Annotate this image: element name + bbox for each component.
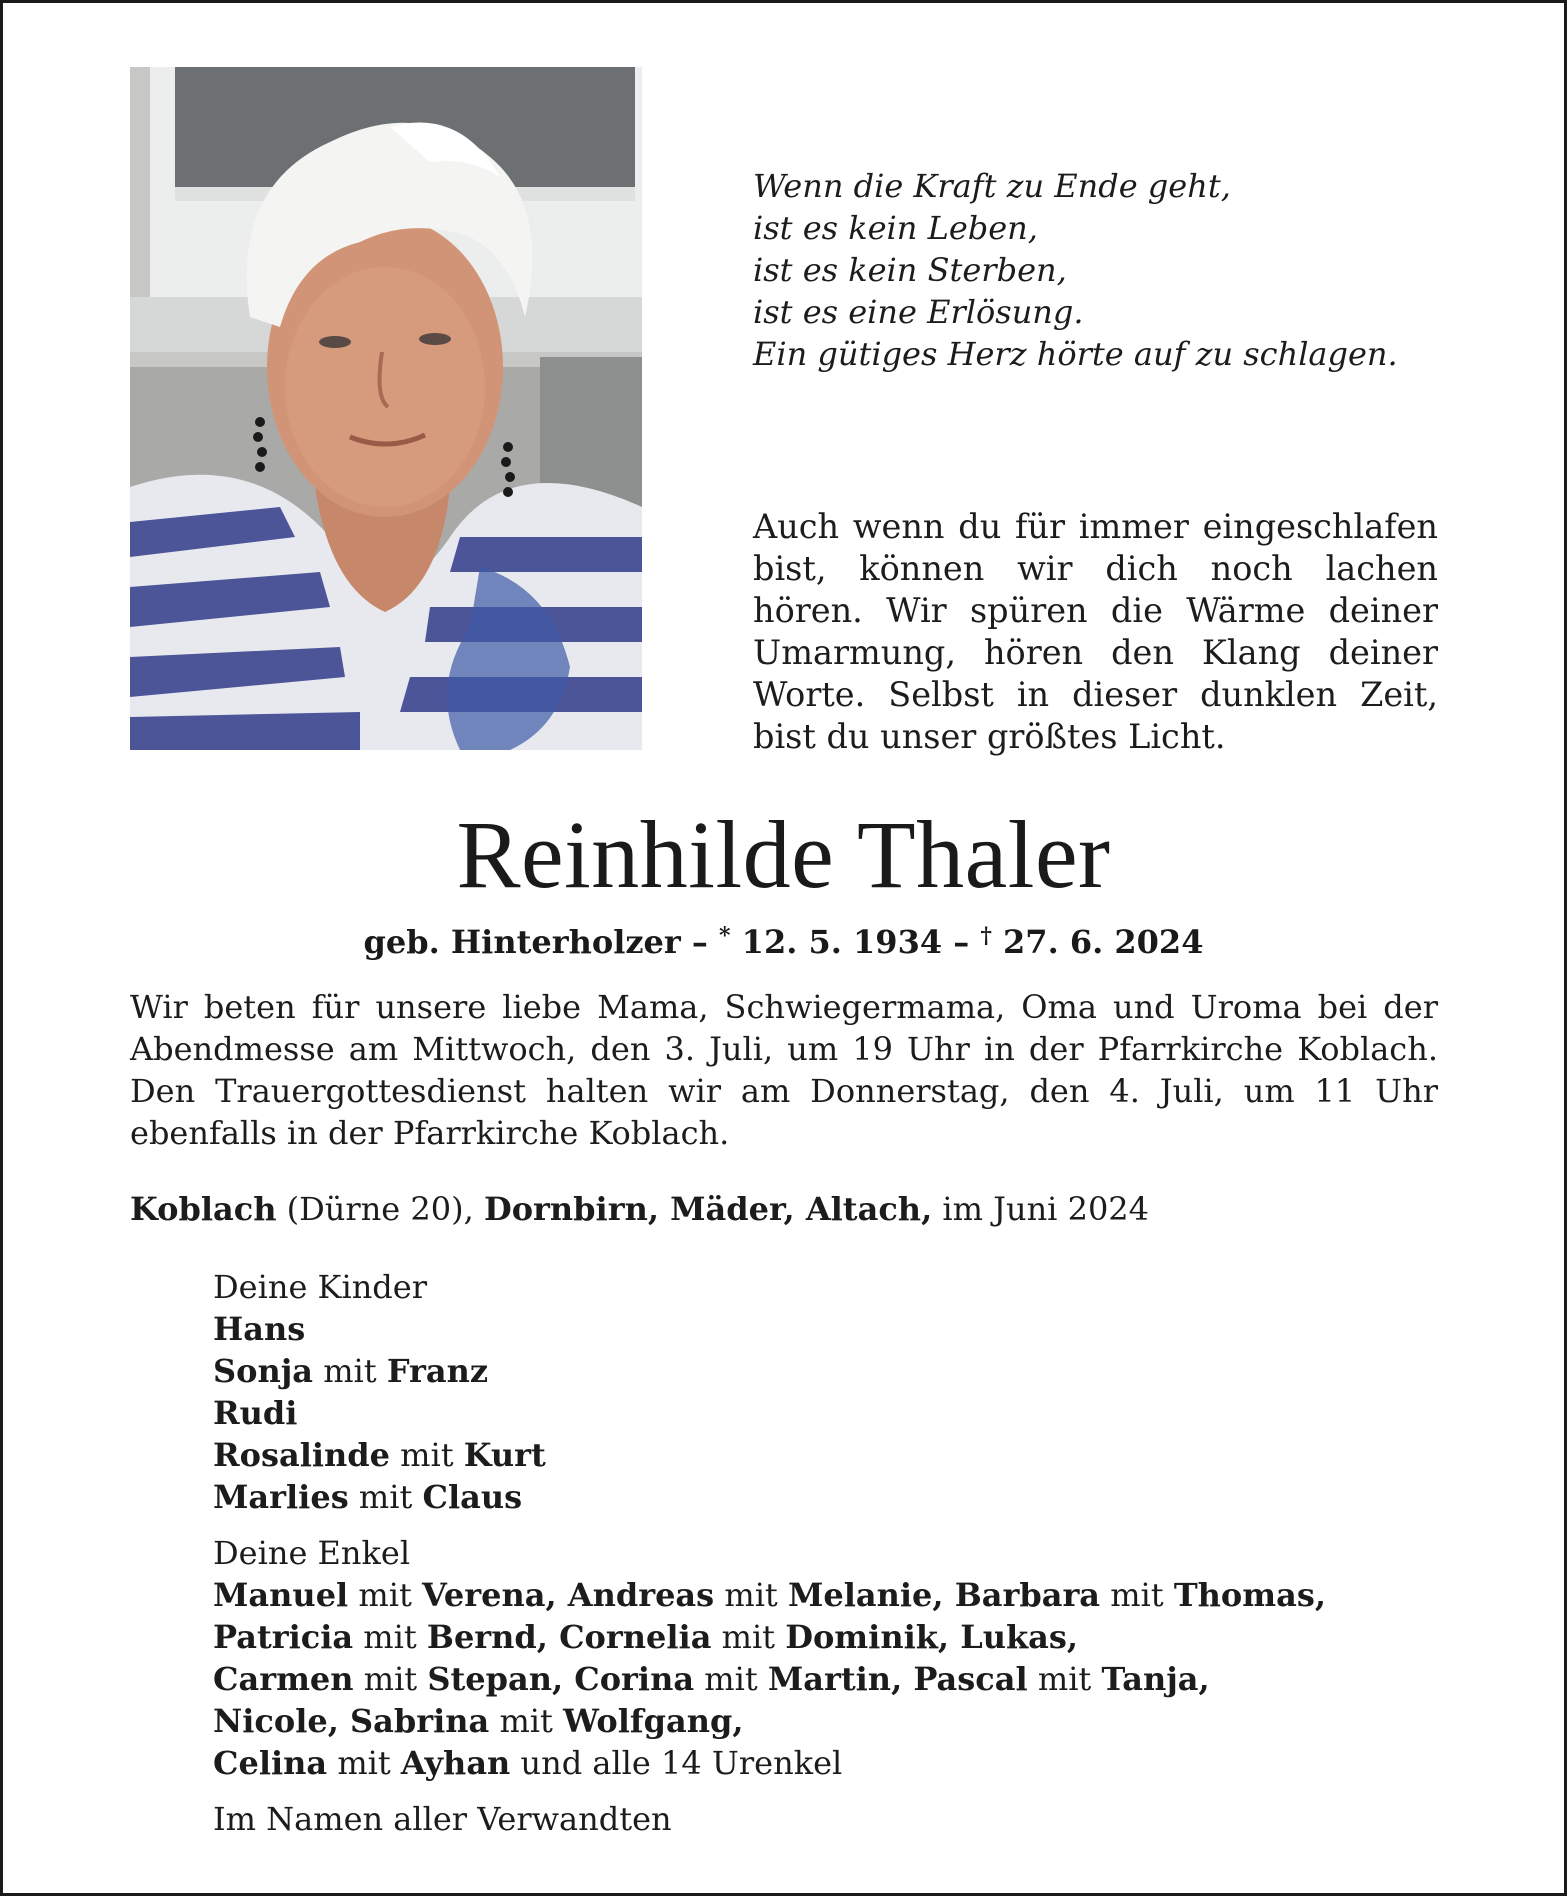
connector-text: mit	[1027, 1660, 1102, 1698]
children-line	[213, 1350, 1453, 1392]
connector-text: mit	[353, 1660, 428, 1698]
connector-text: mit	[711, 1618, 786, 1656]
death-symbol: †	[980, 923, 992, 949]
person-name: Rosalinde	[213, 1436, 390, 1474]
poem-line: Wenn die Kraft zu Ende geht,	[753, 167, 1231, 205]
poem-line: ist es kein Sterben,	[753, 251, 1067, 289]
place-town: Koblach	[130, 1190, 277, 1228]
dash: –	[691, 923, 708, 961]
children-group	[213, 1266, 1453, 1518]
children-lines	[213, 1308, 1453, 1518]
connector-text: mit	[353, 1618, 427, 1656]
person-name: Celina	[213, 1744, 328, 1782]
grandchildren-line	[213, 1574, 1453, 1616]
place-and-date	[130, 1188, 1438, 1230]
poem-line: Ein gütiges Herz hörte auf zu schlagen.	[753, 335, 1398, 373]
person-name: Verena, Andreas	[421, 1576, 715, 1614]
children-line	[213, 1476, 1453, 1518]
person-name: Rudi	[213, 1394, 298, 1432]
connector-text: mit	[489, 1702, 564, 1740]
person-name: Kurt	[463, 1436, 546, 1474]
person-name: Stepan, Corina	[427, 1660, 695, 1698]
connector-text: mit	[313, 1352, 387, 1390]
person-name: Sonja	[213, 1352, 314, 1390]
connector-text: mit	[348, 1478, 423, 1516]
life-dates	[0, 915, 1567, 963]
person-name: Patricia	[213, 1618, 354, 1656]
person-name: Martin, Pascal	[767, 1660, 1028, 1698]
place-date: im Juni 2024	[932, 1190, 1150, 1228]
portrait-photo	[130, 67, 642, 750]
person-name: Dominik, Lukas,	[785, 1618, 1079, 1656]
death-date: 27. 6. 2024	[1003, 923, 1204, 961]
person-name: Nicole, Sabrina	[213, 1702, 490, 1740]
person-name: Marlies	[213, 1478, 349, 1516]
portrait-illustration	[130, 67, 642, 750]
connector-text: mit	[714, 1576, 788, 1614]
deceased-name: Reinhilde Thaler	[456, 801, 1111, 908]
children-line	[213, 1392, 1453, 1434]
grandchildren-line	[213, 1742, 1453, 1784]
person-name: Bernd, Cornelia	[426, 1618, 712, 1656]
grandchildren-heading: Deine Enkel	[213, 1534, 411, 1572]
children-line	[213, 1434, 1453, 1476]
children-line	[213, 1308, 1453, 1350]
service-text: Wir beten für unsere liebe Mama, Schwiegermama, Oma und Uroma bei der Abendmesse am Mittwoch, den 3. Juli, um 19 Uhr in der Pfarrkirche Koblach. Den Trauergottesdienst halten wir am Donnerstag, den 4. Juli, um 11 Uhr ebenfalls in der Pfarrkirche Koblach.	[130, 988, 1438, 1152]
closing-text: Im Namen aller Verwandten	[213, 1800, 672, 1838]
mourners-list	[213, 1266, 1453, 1840]
connector-text: mit	[390, 1436, 464, 1474]
place-address: (Dürne 20),	[276, 1190, 484, 1228]
connector-text: mit	[1100, 1576, 1174, 1614]
person-name: Tanja,	[1101, 1660, 1210, 1698]
person-name: Melanie, Barbara	[787, 1576, 1101, 1614]
person-name: Carmen	[213, 1660, 354, 1698]
person-name: Wolfgang,	[563, 1702, 744, 1740]
children-heading: Deine Kinder	[213, 1268, 428, 1306]
tribute-text: Auch wenn du für immer eingeschlafen bist, können wir dich noch lachen hören. Wir spüren die Wärme deiner Umarmung, hören den Klang deiner Worte. Selbst in dieser dunklen Zeit, bist du unser größtes Licht.	[753, 507, 1438, 756]
grandchildren-line	[213, 1658, 1453, 1700]
person-name: Franz	[386, 1352, 488, 1390]
poem	[753, 165, 1453, 375]
grandchildren-line	[213, 1616, 1453, 1658]
person-name: Hans	[213, 1310, 306, 1348]
birth-name: geb. Hinterholzer	[363, 923, 681, 961]
connector-text: mit	[327, 1744, 401, 1782]
person-name: Thomas,	[1173, 1576, 1326, 1614]
connector-text: mit	[348, 1576, 422, 1614]
poem-line: ist es kein Leben,	[753, 209, 1038, 247]
person-name: Claus	[422, 1478, 523, 1516]
poem-line: ist es eine Erlösung.	[753, 293, 1084, 331]
connector-text: und alle 14 Urenkel	[510, 1744, 843, 1782]
grandchildren-group	[213, 1532, 1453, 1784]
place-towns: Dornbirn, Mäder, Altach,	[483, 1190, 933, 1228]
service-info	[130, 986, 1438, 1154]
person-name: Manuel	[213, 1576, 349, 1614]
grandchildren-lines	[213, 1574, 1453, 1784]
connector-text: mit	[694, 1660, 768, 1698]
grandchildren-line	[213, 1700, 1453, 1742]
dash: –	[953, 923, 970, 961]
person-name: Ayhan	[400, 1744, 511, 1782]
birth-date: 12. 5. 1934	[741, 923, 943, 961]
birth-symbol: *	[719, 923, 731, 949]
